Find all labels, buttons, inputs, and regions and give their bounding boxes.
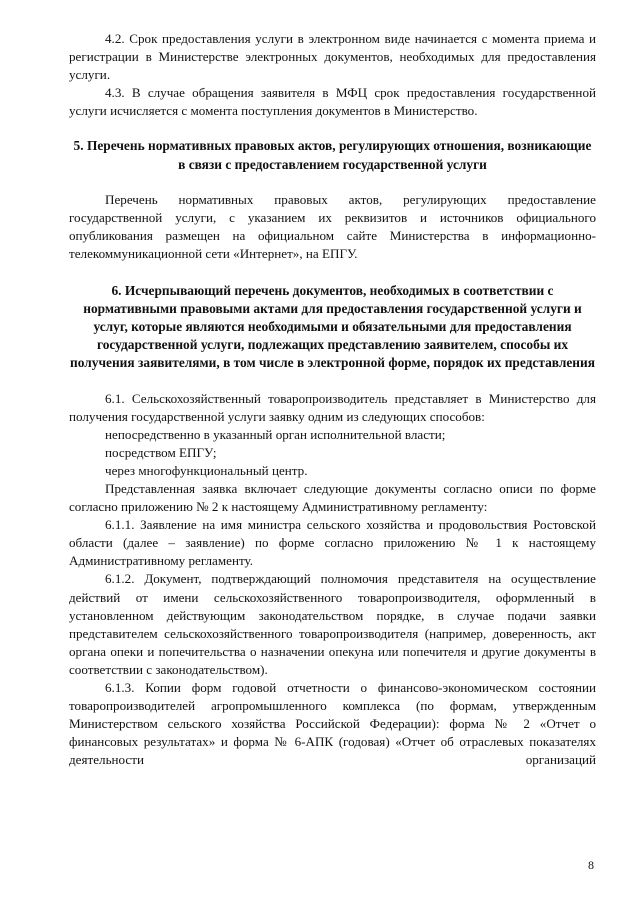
page-number: 8 <box>588 858 594 872</box>
paragraph-4-3: 4.3. В случае обращения заявителя в МФЦ срок предоставления государственной услуги исчисляется с момента поступления документов в Министерство. <box>69 85 596 119</box>
section-5-body: Перечень нормативных правовых актов, регулирующих предоставление государственной услуги, с указанием их реквизитов и источников официального опубликования размещен на официальном сайте Министерства в информационно-телекоммуникационной сети «Интернет», на ЕПГУ. <box>69 191 596 261</box>
method-item: непосредственно в указанный орган исполнительной власти; <box>105 426 446 442</box>
spacer <box>69 120 596 137</box>
paragraph-6-1-2: 6.1.2. Документ, подтверждающий полномочия представителя на осуществление действий от имени сельскохозяйственного товаропроизводителя, оформленный в установленном действующим законодательством порядке, в случае подачи заявки представителем сельскохозяйственного товаропроизводителя (например, доверенность, акт органа опеки и попечительства о назначении опекуна или попечителя и другие документы в соответствии с законодательством). <box>69 571 596 677</box>
paragraph-6-1: 6.1. Сельскохозяйственный товаропроизводитель представляет в Министерство для получения государственной услуги заявку одним из следующих способов: <box>69 390 596 424</box>
method-item: посредством ЕПГУ; <box>105 444 217 460</box>
spacer <box>69 174 596 191</box>
method-item: через многофункциональный центр. <box>105 462 308 478</box>
section-6-heading: 6. Исчерпывающий перечень документов, необходимых в соответствии с нормативными правовыми актами для предоставления государственной услуги и услуг, которые являются необходимыми и обязательными для предоставления государственной услуги, подлежащих представлению заявителем, способы их получения заявителями, в том числе в электронной форме, порядок их представления <box>70 283 595 371</box>
spacer <box>69 373 596 390</box>
section-5-heading: 5. Перечень нормативных правовых актов, регулирующих отношения, возникающие в связи с предоставлением государственной услуги <box>73 138 592 172</box>
paragraph-4-2: 4.2. Срок предоставления услуги в электронном виде начинается с момента приема и регистрации в Министерстве электронных документов, необходимых для предоставления услуги. <box>69 31 596 83</box>
paragraph-included-documents: Представленная заявка включает следующие документы согласно описи по форме согласно приложению № 2 к настоящему Административному регламенту: <box>69 480 596 515</box>
paragraph-6-1-1: 6.1.1. Заявление на имя министра сельского хозяйства и продовольствия Ростовской области (далее – заявление) по форме согласно приложению № 1 к настоящему Административному регламенту. <box>69 517 596 569</box>
page-content <box>69 30 596 769</box>
spacer <box>69 263 596 282</box>
paragraph-6-1-3: 6.1.3. Копии форм годовой отчетности о финансово-экономическом состоянии товаропроизводителей агропромышленного комплекса (по формам, утвержденным Министерством сельского хозяйства Российской Федерации): форма № 2 «Отчет о финансовых результатах» и форма № 6-АПК (годовая) «Отчет об отраслевых показателях деятельности организаций <box>69 680 596 768</box>
